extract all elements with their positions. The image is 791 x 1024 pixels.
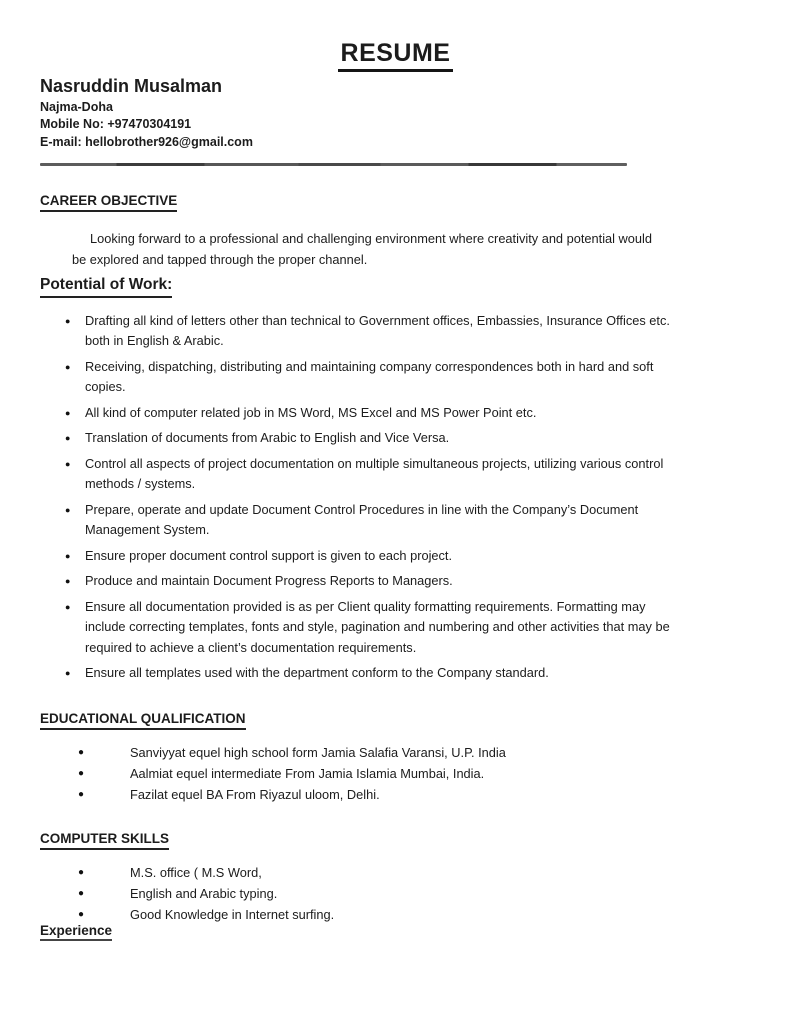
list-item: ● Drafting all kind of letters other than technical to Government offices, Embassies, Insurance Offices etc. both in English & Arabic. [65, 311, 685, 352]
contact-block [40, 76, 751, 151]
mobile-line: Mobile No: +97470304191 [40, 117, 192, 132]
list-item: ● Sanviyyat equel high school form Jamia Salafia Varansi, U.P. India [78, 743, 730, 763]
potential-of-work-section [40, 274, 751, 684]
location-line: Najma-Doha [40, 100, 113, 115]
potential-of-work-heading: Potential of Work: [40, 276, 172, 298]
list-item: ● Good Knowledge in Internet surfing. [78, 905, 730, 925]
list-item: ● Fazilat equel BA From Riyazul uloom, Delhi. [78, 785, 730, 805]
list-item: ● Produce and maintain Document Progress Reports to Managers. [65, 571, 685, 592]
title-row [40, 40, 751, 72]
computer-skills-section [40, 830, 751, 925]
list-item: ● Control all aspects of project documentation on multiple simultaneous projects, utilizing various control methods / systems. [65, 454, 685, 495]
career-objective-heading: CAREER OBJECTIVE [40, 193, 177, 212]
education-list [40, 743, 751, 805]
computer-skills-list [40, 863, 751, 925]
education-heading: EDUCATIONAL QUALIFICATION [40, 711, 246, 730]
career-objective-section [40, 166, 751, 270]
list-item: ● Prepare, operate and update Document Control Procedures in line with the Company’s Document Management System. [65, 500, 685, 541]
list-item: ● M.S. office ( M.S Word, [78, 863, 730, 883]
list-item: ● Ensure all templates used with the department conform to the Company standard. [65, 663, 685, 684]
experience-section [40, 922, 112, 941]
education-section [40, 710, 751, 805]
career-objective-paragraph: Looking forward to a professional and challenging environment where creativity and potential would be explored and tapped through the proper channel. [72, 231, 652, 268]
list-item: ● All kind of computer related job in MS Word, MS Excel and MS Power Point etc. [65, 403, 685, 424]
document-title: RESUME [338, 40, 454, 72]
potential-of-work-list [40, 311, 751, 684]
list-item: ● Aalmiat equel intermediate From Jamia Islamia Mumbai, India. [78, 764, 730, 784]
person-name: Nasruddin Musalman [40, 75, 223, 96]
list-item: ● English and Arabic typing. [78, 884, 730, 904]
list-item: ● Ensure all documentation provided is as per Client quality formatting requirements. Formatting may include correcting templates, fonts and style, pagination and numbering and other activities that may be required to achieve a client’s documentation requirements. [65, 597, 685, 659]
list-item: ● Receiving, dispatching, distributing and maintaining company correspondences both in hard and soft copies. [65, 357, 685, 398]
list-item: ● Ensure proper document control support is given to each project. [65, 546, 685, 567]
email-line: E-mail: hellobrother926@gmail.com [40, 134, 253, 149]
computer-skills-heading: COMPUTER SKILLS [40, 831, 169, 850]
experience-heading: Experience [40, 923, 112, 941]
list-item: ● Translation of documents from Arabic to English and Vice Versa. [65, 428, 685, 449]
